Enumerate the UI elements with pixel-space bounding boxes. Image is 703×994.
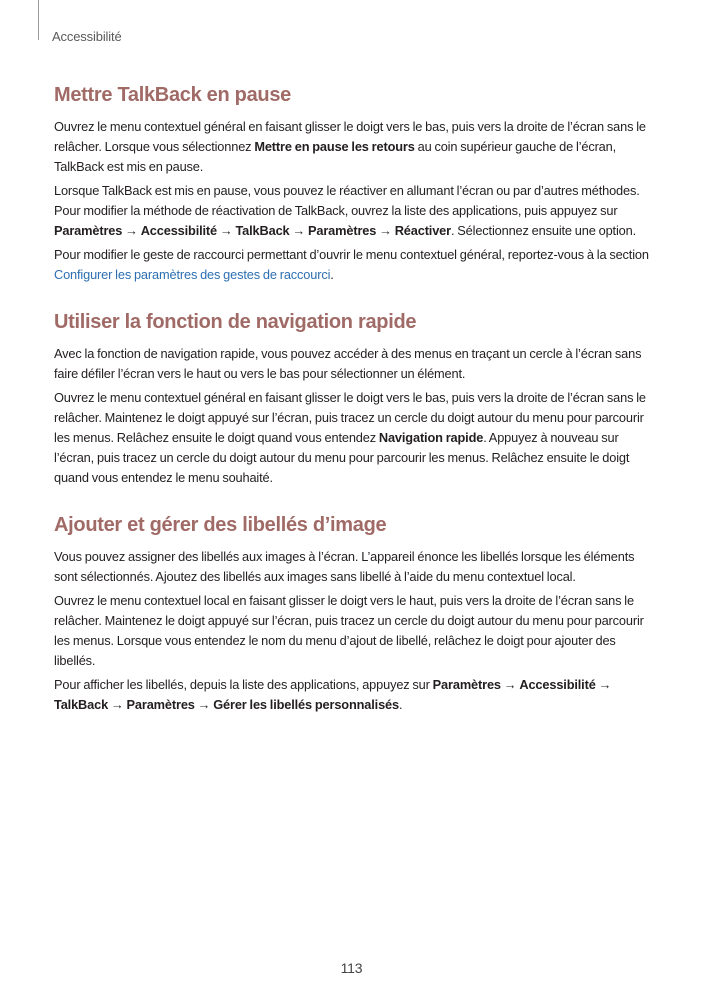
chapter-header: Accessibilité: [52, 29, 122, 44]
section-quick-navigation: [54, 307, 654, 488]
ui-term: TalkBack: [235, 223, 290, 238]
section-title: Mettre TalkBack en pause: [54, 84, 291, 106]
cross-reference-link[interactable]: Configurer les paramètres des gestes de raccourci: [54, 267, 331, 282]
section-title: Utiliser la fonction de navigation rapide: [54, 311, 417, 333]
ui-term: Accessibilité: [519, 677, 596, 692]
ui-term: Paramètres: [432, 677, 501, 692]
ui-term: Accessibilité: [140, 223, 217, 238]
page-content: [54, 80, 654, 737]
ui-term: Gérer les libellés personnalisés: [213, 697, 399, 712]
paragraph: Vous pouvez assigner des libellés aux images à l’écran. L’appareil énonce les libellés lorsque les éléments sont sélectionnés. Ajoutez des libellés aux images sans libellé à l’aide du menu contextuel local.: [54, 549, 635, 584]
paragraph: Pour modifier le geste de raccourci permettant d’ouvrir le menu contextuel général, reportez-vous à la section Configurer les paramètres des gestes de raccourci.: [54, 247, 649, 282]
paragraph: Lorsque TalkBack est mis en pause, vous pouvez le réactiver en allumant l’écran ou par d’autres méthodes. Pour modifier la méthode de réactivation de TalkBack, ouvrez la liste des applications, puis appuyez sur Paramètres → Accessibilité → TalkBack → Paramètres → Réactiver. Sélectionnez ensuite une option.: [54, 183, 640, 238]
paragraph: Pour afficher les libellés, depuis la liste des applications, appuyez sur Paramètres → Accessibilité → TalkBack → Paramètres → Gérer les libellés personnalisés.: [54, 677, 612, 712]
section-pause-talkback: [54, 80, 654, 285]
ui-term: Navigation rapide: [378, 430, 484, 445]
ui-term: Paramètres: [126, 697, 195, 712]
paragraph: Ouvrez le menu contextuel local en faisant glisser le doigt vers le haut, puis vers la droite de l’écran sans le relâcher. Maintenez le doigt appuyé sur l’écran, puis tracez un cercle du doigt autour du menu pour parcourir les menus. Lorsque vous entendez le nom du menu d’ajout de libellé, relâchez le doigt pour ajouter des libellés.: [54, 593, 644, 668]
header-rule: [38, 0, 39, 40]
paragraph: Ouvrez le menu contextuel général en faisant glisser le doigt vers le bas, puis vers la droite de l’écran sans le relâcher. Lorsque vous sélectionnez Mettre en pause les retours au coin supérieur gauche de l’écran, TalkBack est mis en pause.: [54, 119, 646, 174]
paragraph: Avec la fonction de navigation rapide, vous pouvez accéder à des menus en traçant un cercle à l’écran sans faire défiler l’écran vers le haut ou vers le bas pour sélectionner un élément.: [54, 346, 642, 381]
section-title: Ajouter et gérer des libellés d’image: [54, 514, 387, 536]
ui-term: Paramètres: [54, 223, 123, 238]
page-number: 113: [340, 960, 363, 976]
section-image-labels: [54, 510, 654, 715]
ui-term: TalkBack: [54, 697, 109, 712]
ui-term: Paramètres: [308, 223, 377, 238]
ui-term: Mettre en pause les retours: [254, 139, 415, 154]
paragraph: Ouvrez le menu contextuel général en faisant glisser le doigt vers le bas, puis vers la droite de l’écran sans le relâcher. Maintenez le doigt appuyé sur l’écran, puis tracez un cercle du doigt autour du menu pour parcourir les menus. Relâchez ensuite le doigt quand vous entendez Navigation rapide. Appuyez à nouveau sur l’écran, puis tracez un cercle du doigt autour du menu pour parcourir les menus. Relâchez ensuite le doigt quand vous entendez le menu souhaité.: [54, 390, 646, 485]
ui-term: Réactiver: [394, 223, 451, 238]
